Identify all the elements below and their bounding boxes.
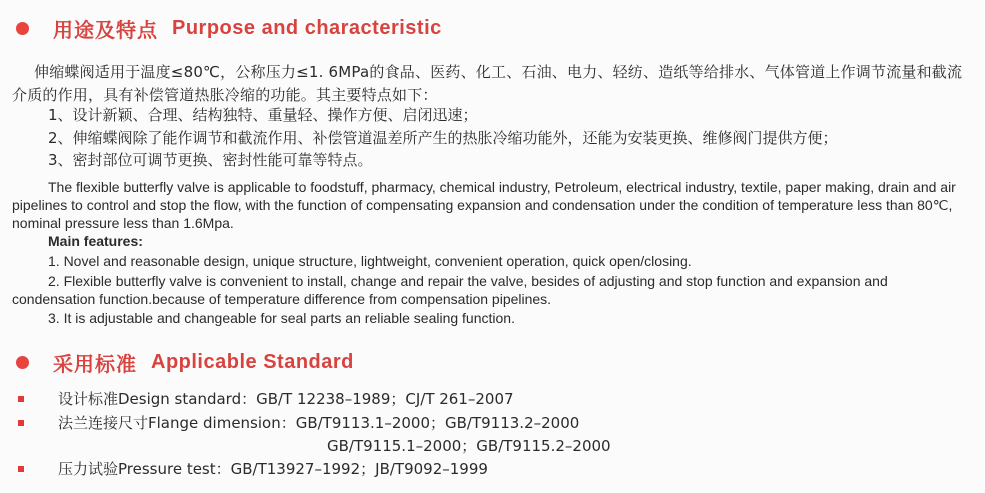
en-feature-1: 1. Novel and reasonable design, unique structure, lightweight, convenient operation, quick open/closing. [48, 253, 692, 269]
square-bullet-icon [18, 396, 24, 402]
cn-feature-3: 3、密封部位可调节更换、密封性能可靠等特点。 [48, 151, 373, 169]
en-main-features-title: Main features: [48, 233, 143, 249]
section-heading-standard [14, 348, 354, 377]
square-bullet-icon [18, 466, 24, 472]
cn-feature-2: 2、伸缩蝶阀除了能作调节和截流作用、补偿管道温差所产生的热胀冷缩功能外，还能为安装更换、维修阀门提供方便； [48, 129, 838, 147]
red-dot-icon [16, 356, 29, 369]
standard-design-text: 设计标准Design standard：GB/T 12238–1989；CJ/T 261–2007 [58, 390, 514, 408]
standard-pressure-row [14, 458, 488, 479]
en-feature-2: 2. Flexible butterfly valve is convenient to install, change and repair the valve, besides of adjusting and stop function and expansion and condensation function.because of temperature difference from compensation pipelines. [12, 273, 888, 307]
section-heading-purpose [14, 14, 442, 43]
standard-flange-row [14, 412, 579, 433]
section-title-en: Applicable Standard [151, 351, 354, 373]
section-title-cn: 采用标准 [53, 352, 137, 376]
standard-pressure-text: 压力试验Pressure test：GB/T13927–1992；JB/T9092–1999 [58, 460, 488, 478]
cn-feature-1: 1、设计新颖、合理、结构独特、重量轻、操作方便、启闭迅速； [48, 106, 478, 124]
standard-flange-continued: GB/T9115.1–2000；GB/T9115.2–2000 [327, 437, 611, 455]
standard-design-row [14, 388, 514, 409]
section-title-en: Purpose and characteristic [172, 17, 442, 39]
square-bullet-icon [18, 420, 24, 426]
standard-flange-text: 法兰连接尺寸Flange dimension：GB/T9113.1–2000；GB/T9113.2–2000 [58, 414, 580, 432]
en-intro-paragraph: The flexible butterfly valve is applicable to foodstuff, pharmacy, chemical industry, Petroleum, electrical industry, textile, paper making, drain and air pipelines to control and stop the flow, with the function of compensating expansion and condensation under the condition of temperature less than 80℃, nominal pressure less than 1.6Mpa. [12, 179, 956, 231]
en-feature-3: 3. It is adjustable and changeable for seal parts an reliable sealing function. [48, 310, 515, 326]
section-title-cn: 用途及特点 [53, 18, 158, 42]
red-dot-icon [16, 22, 29, 35]
cn-intro-paragraph: 伸缩蝶阀适用于温度≤80℃，公称压力≤1. 6MPa的食品、医药、化工、石油、电力、轻纺、造纸等给排水、气体管道上作调节流量和截流介质的作用，具有补偿管道热胀冷缩的功能。其主要特点如下： [12, 63, 963, 104]
